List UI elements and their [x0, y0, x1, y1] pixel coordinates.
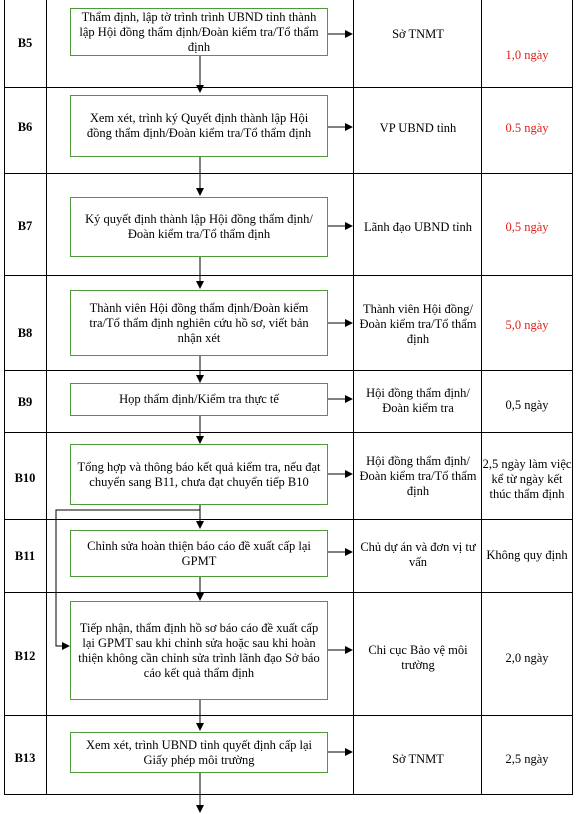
task-box: Họp thẩm định/Kiểm tra thực tế	[70, 383, 328, 416]
duration: 1,0 ngày	[505, 47, 549, 62]
step-label: B13	[14, 751, 36, 765]
responsible-unit: Lãnh đạo UBND tỉnh	[364, 219, 472, 234]
task-box: Chỉnh sửa hoàn thiện báo cáo đề xuất cấp lại GPMT	[70, 530, 328, 577]
duration: 5,0 ngày	[505, 317, 549, 332]
duration: 0,5 ngày	[505, 219, 549, 234]
task-box: Ký quyết định thành lập Hội đồng thẩm định/Đoàn kiểm tra/Tổ thẩm định	[70, 197, 328, 257]
duration: 0,5 ngày	[505, 397, 549, 412]
responsible-unit: Sở TNMT	[392, 26, 444, 41]
task-box: Xem xét, trình ký Quyết định thành lập Hội đồng thẩm định/Đoàn kiểm tra/Tổ thẩm định	[70, 95, 328, 157]
task-box: Thẩm định, lập tờ trình trình UBND tỉnh thành lập Hội đồng thẩm định/Đoàn kiểm tra/Tổ thẩm định	[70, 8, 328, 56]
responsible-unit: Sở TNMT	[392, 751, 444, 766]
step-label: B9	[17, 395, 33, 409]
responsible-unit: Chi cục Bảo vệ môi trường	[368, 643, 468, 672]
task-box: Tiếp nhận, thẩm định hồ sơ báo cáo đề xuất cấp lại GPMT sau khi chỉnh sửa hoặc sau khi hoàn thiện không cần chỉnh sửa trình lãnh đạo Sở báo cáo kết quả thẩm định	[70, 601, 328, 700]
step-label: B12	[14, 649, 36, 663]
duration: 2,5 ngày làm việc kể từ ngày kết thúc thẩm định	[482, 456, 572, 501]
duration: 2,5 ngày	[505, 751, 549, 766]
responsible-unit: Hội đồng thẩm định/Đoàn kiểm tra	[366, 386, 470, 415]
step-label: B11	[14, 549, 36, 563]
responsible-unit: Chủ dự án và đơn vị tư vấn	[360, 540, 476, 569]
step-label: B7	[17, 219, 33, 233]
step-label: B8	[17, 326, 33, 340]
responsible-unit: Thành viên Hội đồng/Đoàn kiểm tra/Tổ thẩm định	[359, 301, 477, 346]
duration: Không quy định	[486, 547, 568, 562]
responsible-unit: VP UBND tỉnh	[379, 120, 457, 135]
task-box: Tổng hợp và thông báo kết quả kiểm tra, nếu đạt chuyển sang B11, chưa đạt chuyển tiếp B10	[70, 444, 328, 505]
task-box: Thành viên Hội đồng thẩm định/Đoàn kiểm tra/Tổ thẩm định nghiên cứu hồ sơ, viết bản nhận xét	[70, 290, 328, 356]
duration: 2,0 ngày	[505, 650, 549, 665]
step-label: B6	[17, 120, 33, 134]
step-label: B5	[17, 36, 33, 50]
duration: 0.5 ngày	[505, 120, 549, 135]
task-box: Xem xét, trình UBND tỉnh quyết định cấp lại Giấy phép môi trường	[70, 732, 328, 773]
responsible-unit: Hội đồng thẩm định/Đoàn kiểm tra/Tổ thẩm định	[359, 453, 477, 498]
step-label: B10	[14, 471, 36, 485]
